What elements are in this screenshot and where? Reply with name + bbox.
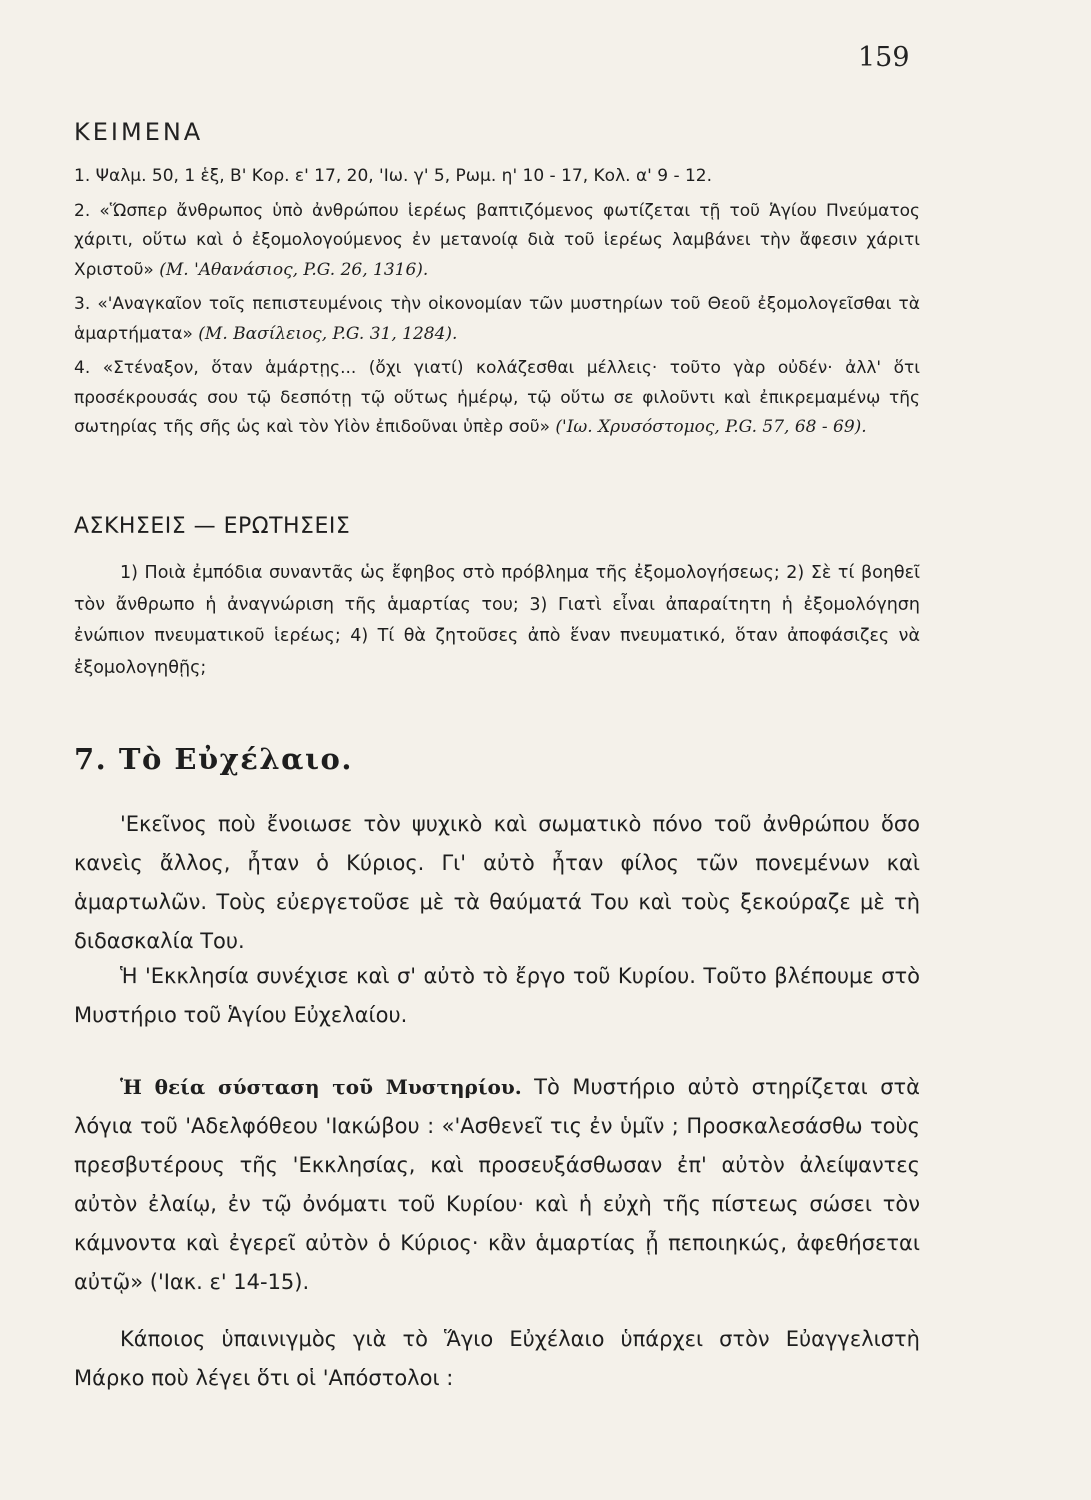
reference-citation: (Μ. 'Αθανάσιος, P.G. 26, 1316). (159, 259, 429, 280)
reference-citation: (Μ. Βασίλειος, P.G. 31, 1284). (198, 323, 458, 344)
paragraph-lead-heading: Ἡ θεία σύσταση τοῦ Μυστηρίου. (120, 1075, 522, 1099)
page-number: 159 (858, 42, 910, 73)
reference-item-3 (74, 290, 920, 349)
reference-item-4 (74, 354, 920, 443)
reference-citation: ('Ιω. Χρυσόστομος, P.G. 57, 68 - 69). (555, 417, 867, 437)
exercises-title: ΑΣΚΗΣΕΙΣ — ΕΡΩΤΗΣΕΙΣ (74, 514, 351, 539)
chapter-heading: 7. Τὸ Εὐχέλαιο. (74, 742, 353, 776)
body-paragraph-3 (74, 1068, 920, 1302)
section-title-texts: ΚΕΙΜΕΝΑ (74, 118, 204, 146)
reference-text: 4. «Στέναξον, ὅταν ἁμάρτῃς... (ὄχι γιατί) κολάζεσθαι μέλλεις· τοῦτο γὰρ οὐδέν· ἀλλ' ὅτι προσέκρουσάς σου τῷ δεσπότῃ τῷ οὕτως ἡμέρῳ, τῷ οὕτω σε φιλοῦντι καὶ ἐπικρεμαμένῳ τῆς σωτηρίας τῆς σῆς ὡς καὶ τὸν Υἱὸν ἐπιδοῦναι ὑπὲρ σοῦ» (74, 358, 920, 437)
reference-text: 1. Ψαλμ. 50, 1 ἑξ, Β' Κορ. ε' 17, 20, 'Ιω. γ' 5, Ρωμ. η' 10 - 17, Κολ. α' 9 - 12. (74, 166, 713, 186)
reference-text: 2. «Ὥσπερ ἄνθρωπος ὑπὸ ἀνθρώπου ἱερέως βαπτιζόμενος φωτίζεται τῇ τοῦ Ἁγίου Πνεύματος χάριτι, οὕτω καὶ ὁ ἐξομολογούμενος ἐν μετανοίᾳ διὰ τοῦ ἱερέως λαμβάνει τὴν ἄφεσιν χάριτι Χριστοῦ» (74, 200, 920, 280)
body-paragraph-2: Ἡ 'Εκκλησία συνέχισε καὶ σ' αὐτὸ τὸ ἔργο τοῦ Κυρίου. Τοῦτο βλέπουμε στὸ Μυστήριο τοῦ Ἁγίου Εὐχελαίου. (74, 964, 920, 1027)
references-list (74, 162, 920, 448)
paragraph-text: Τὸ Μυστήριο αὐτὸ στηρίζεται στὰ λόγια τοῦ 'Αδελφόθεου 'Ιακώβου : «'Ασθενεῖ τις ἐν ὑμῖν ; Προσκαλεσάσθω τοὺς πρεσβυτέρους τῆς 'Εκκλησίας, καὶ προσευξάσθωσαν ἐπ' αὐτὸν ἀλείψαντες αὐτὸν ἐλαίῳ, ἐν τῷ ὀνόματι τοῦ Κυρίου· καὶ ἡ εὐχὴ τῆς πίστεως σώσει τὸν κάμνοντα καὶ ἐγερεῖ αὐτὸν ὁ Κύριος· κἂν ἁμαρτίας ᾖ πεποιηκώς, ἀφεθήσεται αὐτῷ» ('Ιακ. ε' 14-15). (74, 1075, 920, 1294)
body-paragraph-1: 'Εκεῖνος ποὺ ἔνοιωσε τὸν ψυχικὸ καὶ σωματικὸ πόνο τοῦ ἀνθρώπου ὅσο κανεὶς ἄλλος, ἦταν ὁ Κύριος. Γι' αὐτὸ ἦταν φίλος τῶν πονεμένων καὶ ἁμαρτωλῶν. Τοὺς εὐεργετοῦσε μὲ τὰ θαύματά Του καὶ τοὺς ξεκούραζε μὲ τὴ διδασκαλία Του. (74, 812, 920, 953)
exercises-text: 1) Ποιὰ ἐμπόδια συναντᾶς ὡς ἔφηβος στὸ πρόβλημα τῆς ἐξομολογήσεως; 2) Σὲ τί βοηθεῖ τὸν ἄνθρωπο ἡ ἀναγνώριση τῆς ἁμαρτίας του; 3) Γιατὶ εἶναι ἀπαραίτητη ἡ ἐξομολόγηση ἐνώπιον πνευματικοῦ ἱερέως; 4) Τί θὰ ζητοῦσες ἀπὸ ἕναν πνευματικό, ὅταν ἀποφάσιζες νὰ ἐξομολογηθῇς; (74, 563, 920, 678)
body-paragraph-4: Κάποιος ὑπαινιγμὸς γιὰ τὸ Ἅγιο Εὐχέλαιο ὑπάρχει στὸν Εὐαγγελιστὴ Μάρκο ποὺ λέγει ὅτι οἱ 'Απόστολοι : (74, 1327, 920, 1390)
reference-item-1 (74, 162, 920, 192)
reference-text: 3. «'Αναγκαῖον τοῖς πεπιστευμένοις τὴν οἰκονομίαν τῶν μυστηρίων τοῦ Θεοῦ ἐξομολογεῖσθαι τὰ ἁμαρτήματα» (74, 294, 920, 344)
reference-item-2 (74, 197, 920, 286)
